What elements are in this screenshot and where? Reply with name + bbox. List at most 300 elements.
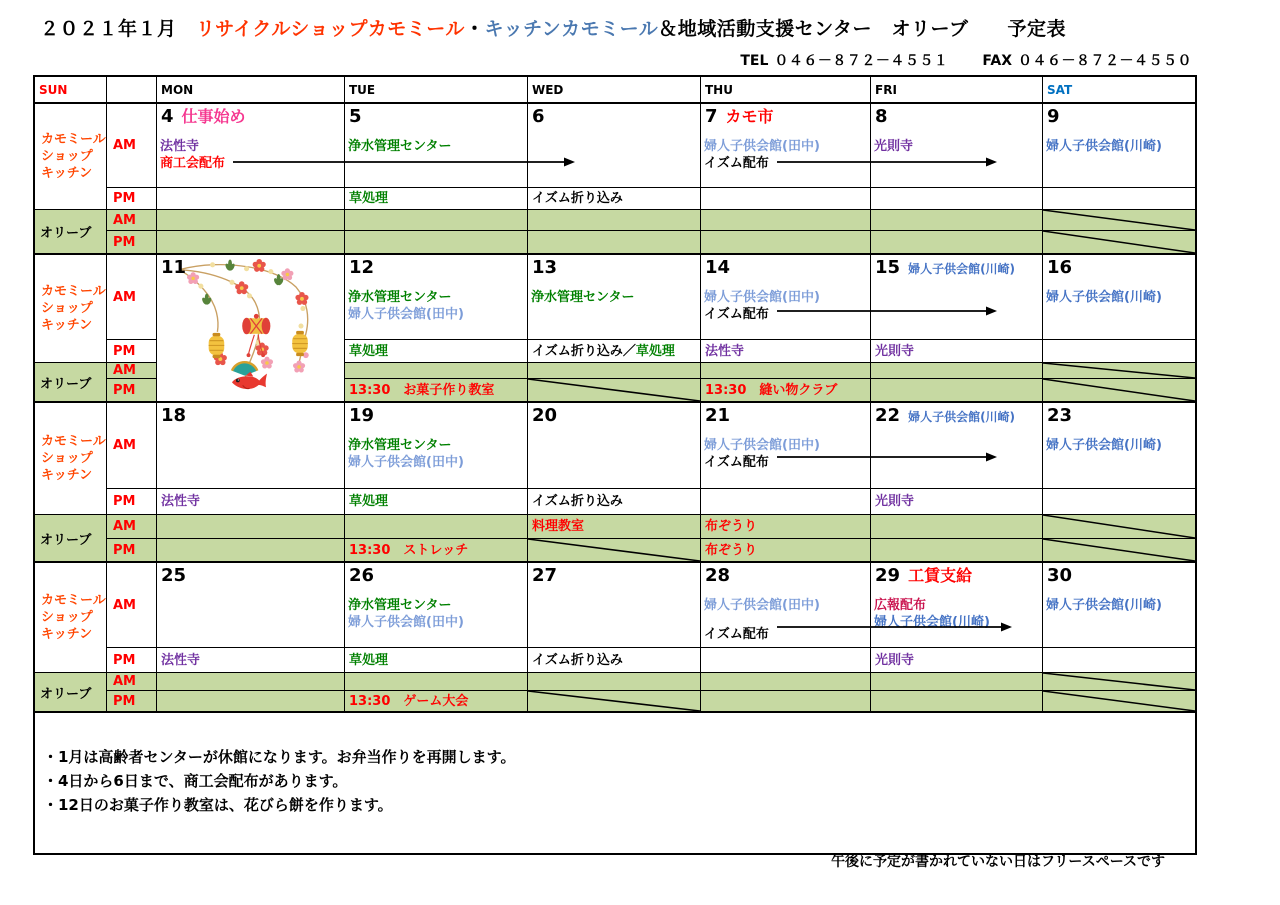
day-number-row	[701, 104, 870, 128]
day-14-am-cell	[701, 255, 871, 340]
event-text	[704, 306, 867, 323]
crossed-out-line	[1043, 539, 1195, 561]
day-number: 30	[1047, 565, 1073, 586]
day-number-row	[528, 403, 700, 427]
event-text-segment: 13:30 縫い物クラブ	[705, 382, 838, 398]
event-text	[1046, 289, 1192, 306]
event-text-segment: 法性寺	[161, 652, 201, 668]
event-text	[874, 597, 1039, 614]
day-21-olive-pm-cell	[701, 539, 871, 561]
row-label-line: キッチン	[41, 318, 93, 333]
event-text	[1046, 138, 1192, 155]
event-text-segment: イズム配布	[704, 156, 769, 171]
day-number: 20	[532, 405, 558, 426]
day-19-pm-cell	[345, 489, 528, 515]
am-events	[1043, 289, 1195, 306]
weekday-SAT: SAT	[1043, 77, 1195, 102]
event-text-segment: イズム折り込み	[532, 652, 623, 668]
event-text	[705, 543, 757, 558]
tel-number: ０４６－８７２－４５５１	[774, 53, 949, 69]
row-label-olive: オリーブ	[35, 673, 107, 711]
event-text-segment: 婦人子供会館(田中)	[704, 139, 820, 154]
tel-label: TEL	[740, 53, 769, 69]
day-number-row	[871, 403, 1042, 427]
event-text	[349, 383, 494, 398]
am-events	[345, 437, 527, 471]
olive-am-label: AM	[107, 363, 157, 379]
day-7-olive-am-cell	[701, 210, 871, 231]
am-events	[1043, 138, 1195, 155]
event-text-segment: イズム折り込み	[532, 494, 623, 509]
olive-am-label: AM	[107, 210, 157, 231]
day-30-olive-am-cell	[1043, 673, 1195, 691]
olive-am-label: AM	[107, 673, 157, 691]
day-number: 28	[705, 565, 731, 586]
event-text	[705, 383, 837, 398]
crossed-out-line	[1043, 691, 1195, 711]
event-text-segment: 婦人子供会館(川崎)	[1046, 438, 1162, 453]
day-number: 16	[1047, 257, 1073, 278]
day-cell-11	[157, 255, 345, 401]
day-22-pm-cell	[871, 489, 1043, 515]
day-20-olive-am-cell	[528, 515, 701, 539]
day-19-am-cell	[345, 403, 528, 489]
day-number: 25	[161, 565, 187, 586]
page-title	[40, 14, 1066, 41]
day-number-row	[528, 104, 700, 128]
event-text-segment: 浄水管理センター	[348, 438, 452, 453]
event-text	[161, 494, 200, 509]
day-30-pm-cell	[1043, 648, 1195, 673]
event-text-segment: 光則寺	[875, 494, 915, 509]
crossed-out-line	[528, 539, 700, 561]
row-label-line: ショップ	[41, 301, 93, 316]
day-12-pm-cell	[345, 340, 528, 363]
row-label-line: カモミール	[41, 434, 106, 449]
day-4-olive-am-cell	[157, 210, 345, 231]
weekday-THU: THU	[701, 77, 871, 102]
day-27-olive-am-cell	[528, 673, 701, 691]
weekday-MON: MON	[157, 77, 345, 102]
event-text-segment: 料理教室	[532, 519, 585, 534]
day-number: 18	[161, 405, 187, 426]
day-number-row	[157, 403, 344, 427]
week-block-4	[35, 563, 1195, 711]
weekday-WED: WED	[528, 77, 701, 102]
event-text	[704, 289, 867, 306]
day-21-am-cell	[701, 403, 871, 489]
day-number-label: 婦人子供会館(川崎)	[908, 410, 1016, 424]
weekday-spacer	[107, 77, 157, 102]
day-16-pm-cell	[1043, 340, 1195, 363]
event-text	[532, 494, 623, 509]
day-23-am-cell	[1043, 403, 1195, 489]
chamomile-pm-label: PM	[107, 648, 157, 673]
day-22-olive-am-cell	[871, 515, 1043, 539]
am-events	[1043, 597, 1195, 614]
row-label-line: キッチン	[41, 468, 93, 483]
day-7-pm-cell	[701, 188, 871, 210]
am-events	[871, 597, 1042, 631]
row-label-line: カモミール	[41, 593, 106, 608]
day-number: 23	[1047, 405, 1073, 426]
am-events	[701, 289, 870, 323]
chamomile-am-label: AM	[107, 255, 157, 340]
event-text-segment: 草処理	[349, 191, 389, 206]
chamomile-am-label: AM	[107, 563, 157, 648]
day-number-row	[157, 255, 344, 279]
day-8-olive-pm-cell	[871, 231, 1043, 253]
row-label-chamomile	[35, 563, 107, 673]
day-27-am-cell	[528, 563, 701, 648]
day-23-olive-pm-cell	[1043, 539, 1195, 561]
day-number-row	[871, 104, 1042, 128]
day-9-olive-pm-cell	[1043, 231, 1195, 253]
day-18-olive-pm-cell	[157, 539, 345, 561]
day-21-pm-cell	[701, 489, 871, 515]
row-label-line: キッチン	[41, 166, 93, 181]
day-number-row	[1043, 104, 1195, 128]
day-16-olive-am-cell	[1043, 363, 1195, 379]
day-23-olive-am-cell	[1043, 515, 1195, 539]
day-9-am-cell	[1043, 104, 1195, 188]
event-text	[1046, 597, 1192, 614]
day-12-olive-pm-cell	[345, 379, 528, 401]
day-number: 21	[705, 405, 731, 426]
event-text	[348, 289, 524, 306]
day-13-olive-am-cell	[528, 363, 701, 379]
row-label-line: ショップ	[41, 610, 93, 625]
event-text-segment: 布ぞうり	[705, 542, 758, 558]
event-text	[349, 694, 468, 709]
event-text-segment: 商工会配布	[160, 156, 226, 171]
day-number: 22	[875, 405, 901, 426]
day-20-pm-cell	[528, 489, 701, 515]
calendar-table	[33, 75, 1197, 855]
fax-label: FAX	[982, 53, 1012, 69]
day-15-am-cell	[871, 255, 1043, 340]
day-number: 12	[349, 257, 375, 278]
olive-pm-label: PM	[107, 379, 157, 401]
day-number: 5	[349, 106, 362, 127]
day-20-am-cell	[528, 403, 701, 489]
event-text-segment: 布ぞうり	[705, 519, 758, 534]
event-text	[704, 138, 867, 155]
row-label-olive: オリーブ	[35, 363, 107, 401]
day-number: 29	[875, 565, 901, 586]
crossed-out-line	[1043, 515, 1195, 538]
day-number-row	[1043, 255, 1195, 279]
row-label-line: ショップ	[41, 149, 93, 164]
day-16-am-cell	[1043, 255, 1195, 340]
event-text-segment: 法性寺	[705, 343, 745, 359]
event-text-segment: 13:30 ゲーム大会	[349, 693, 469, 709]
event-text-segment: 13:30 ストレッチ	[349, 542, 469, 558]
note-line-1: ・1月は高齢者センターが休館になります。お弁当作りを再開します。	[43, 748, 516, 766]
day-number: 26	[349, 565, 375, 586]
fax-number: ０４６－８７２－４５５０	[1018, 53, 1192, 69]
day-13-am-cell	[528, 255, 701, 340]
day-27-pm-cell	[528, 648, 701, 673]
day-29-olive-pm-cell	[871, 691, 1043, 711]
chamomile-pm-label: PM	[107, 188, 157, 210]
event-text	[875, 344, 914, 359]
event-text	[160, 155, 341, 172]
day-number: 13	[532, 257, 558, 278]
day-6-pm-cell	[528, 188, 701, 210]
day-number-row	[701, 255, 870, 279]
day-number: 19	[349, 405, 375, 426]
event-text-segment: 婦人子供会館(川崎)	[874, 615, 990, 630]
day-number-label: カモ市	[725, 107, 774, 126]
day-5-am-cell	[345, 104, 528, 188]
row-label-chamomile	[35, 104, 107, 210]
day-6-olive-am-cell	[528, 210, 701, 231]
event-text	[704, 597, 867, 614]
day-7-am-cell	[701, 104, 871, 188]
day-14-olive-am-cell	[701, 363, 871, 379]
day-4-pm-cell	[157, 188, 345, 210]
day-number-row	[1043, 403, 1195, 427]
day-28-olive-am-cell	[701, 673, 871, 691]
event-text	[349, 191, 388, 206]
event-text-segment: 婦人子供会館(田中)	[704, 290, 820, 305]
event-text-segment: 浄水管理センター	[531, 290, 635, 305]
event-text	[349, 543, 468, 558]
day-18-pm-cell	[157, 489, 345, 515]
day-21-olive-am-cell	[701, 515, 871, 539]
day-number: 11	[161, 257, 187, 278]
day-number: 6	[532, 106, 545, 127]
day-29-am-cell	[871, 563, 1043, 648]
contact-info	[740, 50, 1192, 70]
am-events	[345, 597, 527, 631]
day-25-pm-cell	[157, 648, 345, 673]
day-22-olive-pm-cell	[871, 539, 1043, 561]
event-text	[704, 626, 867, 643]
event-text	[874, 614, 1039, 631]
day-4-olive-pm-cell	[157, 231, 345, 253]
row-label-line: カモミール	[41, 284, 106, 299]
day-number-row	[701, 403, 870, 427]
notes-box	[35, 711, 1195, 853]
day-4-am-cell	[157, 104, 345, 188]
day-28-am-cell	[701, 563, 871, 648]
day-number-row	[345, 104, 527, 128]
day-27-olive-pm-cell	[528, 691, 701, 711]
day-18-am-cell	[157, 403, 345, 489]
event-text	[532, 344, 675, 359]
day-5-olive-am-cell	[345, 210, 528, 231]
day-number-label: 婦人子供会館(川崎)	[908, 262, 1016, 276]
day-26-olive-am-cell	[345, 673, 528, 691]
crossed-out-line	[1043, 363, 1195, 378]
event-text	[705, 344, 744, 359]
chamomile-am-label: AM	[107, 104, 157, 188]
calendar-body	[35, 104, 1195, 711]
day-number-row	[528, 255, 700, 279]
event-text	[349, 344, 388, 359]
event-text-segment: 浄水管理センター	[348, 139, 452, 154]
day-number: 15	[875, 257, 901, 278]
day-number-row	[871, 563, 1042, 587]
day-28-pm-cell	[701, 648, 871, 673]
day-26-olive-pm-cell	[345, 691, 528, 711]
day-number: 14	[705, 257, 731, 278]
am-events	[871, 138, 1042, 155]
event-text	[348, 597, 524, 614]
event-text	[875, 494, 914, 509]
event-text-segment: 草処理	[635, 343, 675, 359]
day-8-olive-am-cell	[871, 210, 1043, 231]
event-text-segment: 法性寺	[160, 139, 200, 154]
event-text-segment: 婦人子供会館(川崎)	[1046, 139, 1162, 154]
week-block-3	[35, 403, 1195, 563]
row-label-chamomile	[35, 403, 107, 515]
day-30-olive-pm-cell	[1043, 691, 1195, 711]
event-text	[874, 138, 1039, 155]
weekday-SUN: SUN	[35, 77, 107, 102]
event-text-segment: 婦人子供会館(川崎)	[1046, 598, 1162, 613]
day-number: 9	[1047, 106, 1060, 127]
event-text-segment: イズム配布	[704, 307, 769, 322]
olive-am-label: AM	[107, 515, 157, 539]
day-23-pm-cell	[1043, 489, 1195, 515]
olive-pm-label: PM	[107, 231, 157, 253]
am-events	[701, 138, 870, 172]
crossed-out-line	[1043, 379, 1195, 401]
note-line-3: ・12日のお菓子作り教室は、花びら餅を作ります。	[43, 796, 393, 814]
row-label-olive: オリーブ	[35, 515, 107, 561]
event-text	[704, 437, 867, 454]
day-12-olive-am-cell	[345, 363, 528, 379]
day-15-olive-am-cell	[871, 363, 1043, 379]
day-8-am-cell	[871, 104, 1043, 188]
event-text-segment: 広報配布	[874, 598, 927, 613]
event-text-segment: 13:30 お菓子作り教室	[349, 382, 495, 398]
row-label-line: キッチン	[41, 627, 93, 642]
crossed-out-line	[1043, 210, 1195, 230]
day-15-olive-pm-cell	[871, 379, 1043, 401]
day-number-row	[345, 563, 527, 587]
title-segment-0: ２０２１年１月	[40, 18, 197, 40]
day-25-am-cell	[157, 563, 345, 648]
event-text	[161, 653, 200, 668]
day-number-label: 工賃支給	[908, 566, 973, 585]
day-number: 7	[705, 106, 718, 127]
event-text-segment: イズム配布	[704, 627, 769, 642]
event-text-segment: 婦人子供会館(田中)	[348, 307, 464, 322]
event-text	[875, 653, 914, 668]
event-text-segment: 婦人子供会館(田中)	[348, 615, 464, 630]
day-14-olive-pm-cell	[701, 379, 871, 401]
event-text-segment: 光則寺	[875, 652, 915, 668]
olive-pm-label: PM	[107, 691, 157, 711]
note-line-2: ・4日から6日まで、商工会配布があります。	[43, 772, 348, 790]
day-number: 27	[532, 565, 558, 586]
am-events	[701, 437, 870, 471]
day-19-olive-pm-cell	[345, 539, 528, 561]
event-text	[532, 191, 623, 206]
day-number-row	[701, 563, 870, 587]
event-text	[532, 519, 584, 534]
title-segment-3: キッチンカモミール	[484, 18, 659, 40]
event-text	[349, 653, 388, 668]
week-block-2	[35, 255, 1195, 403]
event-text	[348, 614, 524, 631]
event-text	[531, 289, 697, 306]
title-segment-4: ＆地域活動支援センター オリーブ 予定表	[658, 18, 1067, 40]
event-text-segment: 浄水管理センター	[348, 598, 452, 613]
day-5-pm-cell	[345, 188, 528, 210]
weekday-TUE: TUE	[345, 77, 528, 102]
day-number-row	[1043, 563, 1195, 587]
event-text	[532, 653, 623, 668]
day-5-olive-pm-cell	[345, 231, 528, 253]
chamomile-am-label: AM	[107, 403, 157, 489]
day-12-am-cell	[345, 255, 528, 340]
crossed-out-line	[1043, 231, 1195, 253]
event-text-segment: 法性寺	[161, 494, 201, 509]
event-text-segment: 婦人子供会館(田中)	[704, 598, 820, 613]
event-text	[348, 454, 524, 471]
event-text	[348, 437, 524, 454]
event-text-segment: 光則寺	[874, 139, 914, 154]
day-number-row	[871, 255, 1042, 279]
weekday-FRI: FRI	[871, 77, 1043, 102]
title-segment-1: リサイクルショップカモミール	[196, 18, 465, 40]
day-14-pm-cell	[701, 340, 871, 363]
day-26-am-cell	[345, 563, 528, 648]
event-text-segment: 婦人子供会館(田中)	[704, 438, 820, 453]
weekday-header-row	[35, 77, 1195, 104]
day-7-olive-pm-cell	[701, 231, 871, 253]
event-text-segment: イズム配布	[704, 455, 769, 470]
chamomile-pm-label: PM	[107, 489, 157, 515]
week-block-1	[35, 104, 1195, 255]
event-text	[349, 494, 388, 509]
title-segment-2: ・	[464, 18, 485, 40]
day-29-olive-am-cell	[871, 673, 1043, 691]
day-25-olive-pm-cell	[157, 691, 345, 711]
day-number-row	[345, 255, 527, 279]
event-text	[704, 155, 867, 172]
row-label-line: カモミール	[41, 132, 106, 147]
chamomile-pm-label: PM	[107, 340, 157, 363]
day-16-olive-pm-cell	[1043, 379, 1195, 401]
day-number-row	[345, 403, 527, 427]
footer-note: 午後に予定が書かれていない日はフリースペースです	[830, 854, 1165, 870]
event-text	[160, 138, 341, 155]
day-number-row	[528, 563, 700, 587]
day-22-am-cell	[871, 403, 1043, 489]
event-text-segment: 草処理	[349, 494, 389, 509]
crossed-out-line	[1043, 673, 1195, 690]
event-text-segment: 婦人子供会館(川崎)	[1046, 290, 1162, 305]
am-events	[345, 289, 527, 323]
am-events	[345, 138, 527, 155]
day-26-pm-cell	[345, 648, 528, 673]
day-29-pm-cell	[871, 648, 1043, 673]
event-text-segment: イズム折り込み／	[532, 343, 636, 359]
day-9-olive-am-cell	[1043, 210, 1195, 231]
day-number-row	[157, 563, 344, 587]
event-text-segment: 光則寺	[875, 343, 915, 359]
day-18-olive-am-cell	[157, 515, 345, 539]
day-number: 4	[161, 106, 174, 127]
crossed-out-line	[528, 691, 700, 711]
crossed-out-line	[528, 379, 700, 401]
